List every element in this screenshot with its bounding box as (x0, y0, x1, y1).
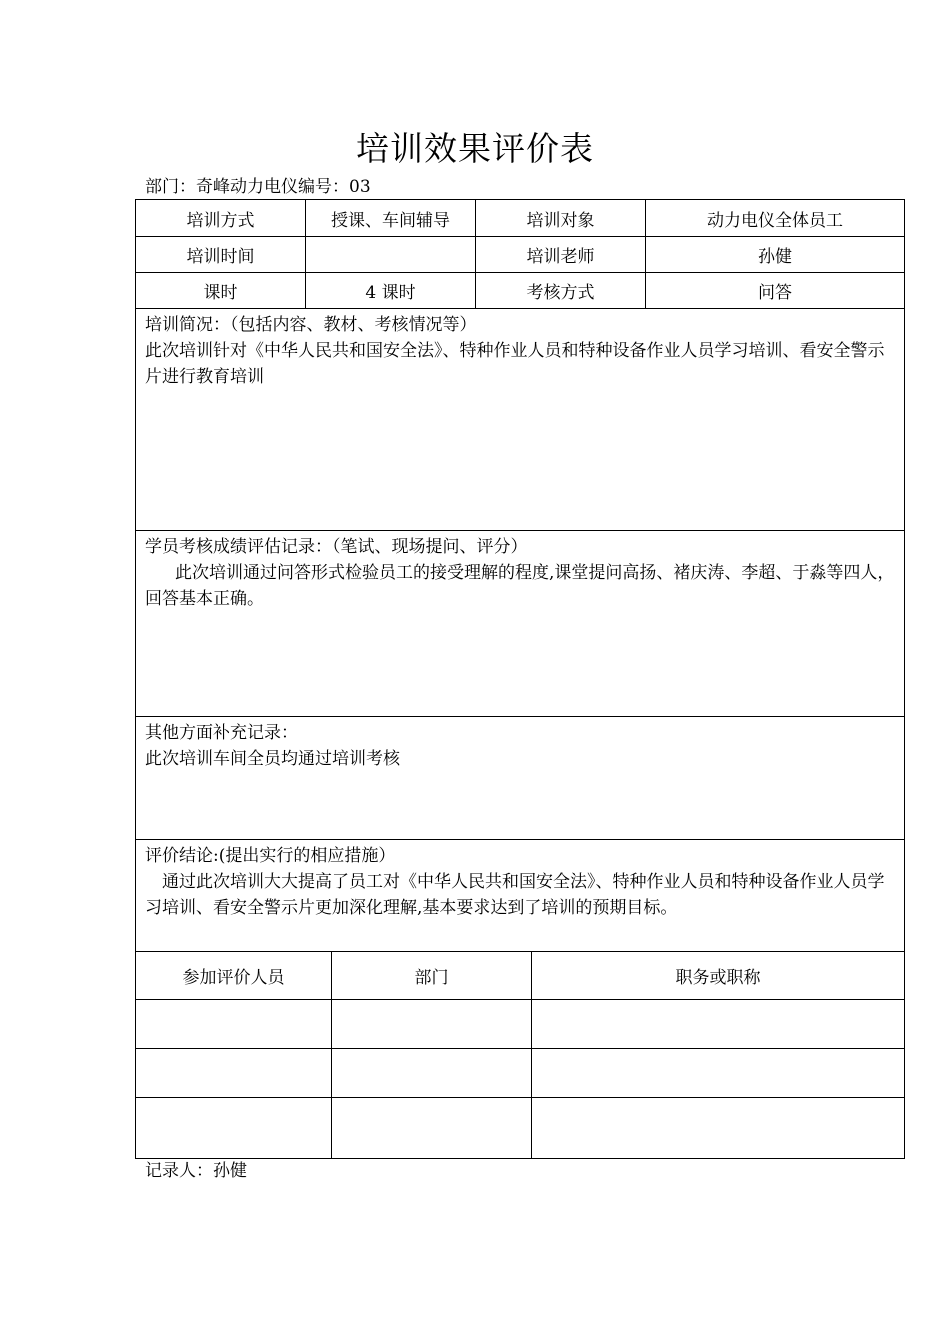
table-cell (332, 1098, 532, 1158)
info-cell-teacher-value: 孙健 (646, 237, 904, 273)
conclusion-text: 通过此次培训大大提高了员工对《中华人民共和国安全法》、特种作业人员和特种设备作业人员学习培训、看安全警示片更加深化理解,基本要求达到了培训的预期目标。 (145, 872, 885, 918)
info-cell-hours-value: 4 课时 (306, 273, 476, 309)
dept-label: 部门： (145, 177, 196, 197)
table-cell (136, 1098, 332, 1158)
recorder-label: 记录人： (145, 1161, 213, 1181)
overview-section (136, 309, 904, 531)
info-cell-target-value: 动力电仪全体员工 (646, 200, 904, 237)
overview-text: 此次培训针对《中华人民共和国安全法》、特种作业人员和特种设备作业人员学习培训、看安全警示片进行教育培训 (145, 341, 885, 387)
table-cell (332, 1049, 532, 1098)
evaluators-header-dept: 部门 (332, 952, 532, 1000)
info-cell-hours-label: 课时 (136, 273, 306, 309)
conclusion-label: 评价结论:(提出实行的相应措施） (145, 846, 396, 866)
page-title: 培训效果评价表 (356, 129, 594, 168)
info-cell-method-label: 培训方式 (136, 200, 306, 237)
info-cell-exam-value: 问答 (646, 273, 904, 309)
assessment-section (136, 531, 904, 717)
dept-value: 奇峰动力电仪 (196, 177, 298, 197)
info-cell-time-value (306, 237, 476, 273)
overview-label: 培训简况：（包括内容、教材、考核情况等） (145, 315, 477, 335)
number-value: 03 (349, 177, 371, 197)
info-cell-target-label: 培训对象 (476, 200, 646, 237)
evaluators-header-person: 参加评价人员 (136, 952, 332, 1000)
recorder-value: 孙健 (213, 1161, 247, 1181)
assessment-label: 学员考核成绩评估记录：（笔试、现场提问、评分） (145, 537, 528, 557)
assessment-text: 此次培训通过问答形式检验员工的接受理解的程度,课堂提问高扬、褚庆涛、李超、于淼等四人，回答基本正确。 (145, 563, 895, 609)
conclusion-section (136, 840, 904, 952)
info-cell-method-value: 授课、车间辅导 (306, 200, 476, 237)
table-cell (136, 1000, 332, 1049)
table-cell (532, 1049, 904, 1098)
info-cell-teacher-label: 培训老师 (476, 237, 646, 273)
info-cell-time-label: 培训时间 (136, 237, 306, 273)
evaluation-form (135, 199, 905, 1159)
table-cell (136, 1049, 332, 1098)
other-section (136, 717, 904, 840)
number-label: 编号： (298, 177, 349, 197)
other-label: 其他方面补充记录： (145, 723, 298, 743)
recorder-info (145, 1160, 247, 1182)
evaluators-header-title: 职务或职称 (532, 952, 904, 1000)
table-cell (532, 1098, 904, 1158)
info-cell-exam-label: 考核方式 (476, 273, 646, 309)
table-cell (532, 1000, 904, 1049)
other-text: 此次培训车间全员均通过培训考核 (145, 749, 400, 769)
table-cell (332, 1000, 532, 1049)
header-info (145, 176, 371, 198)
